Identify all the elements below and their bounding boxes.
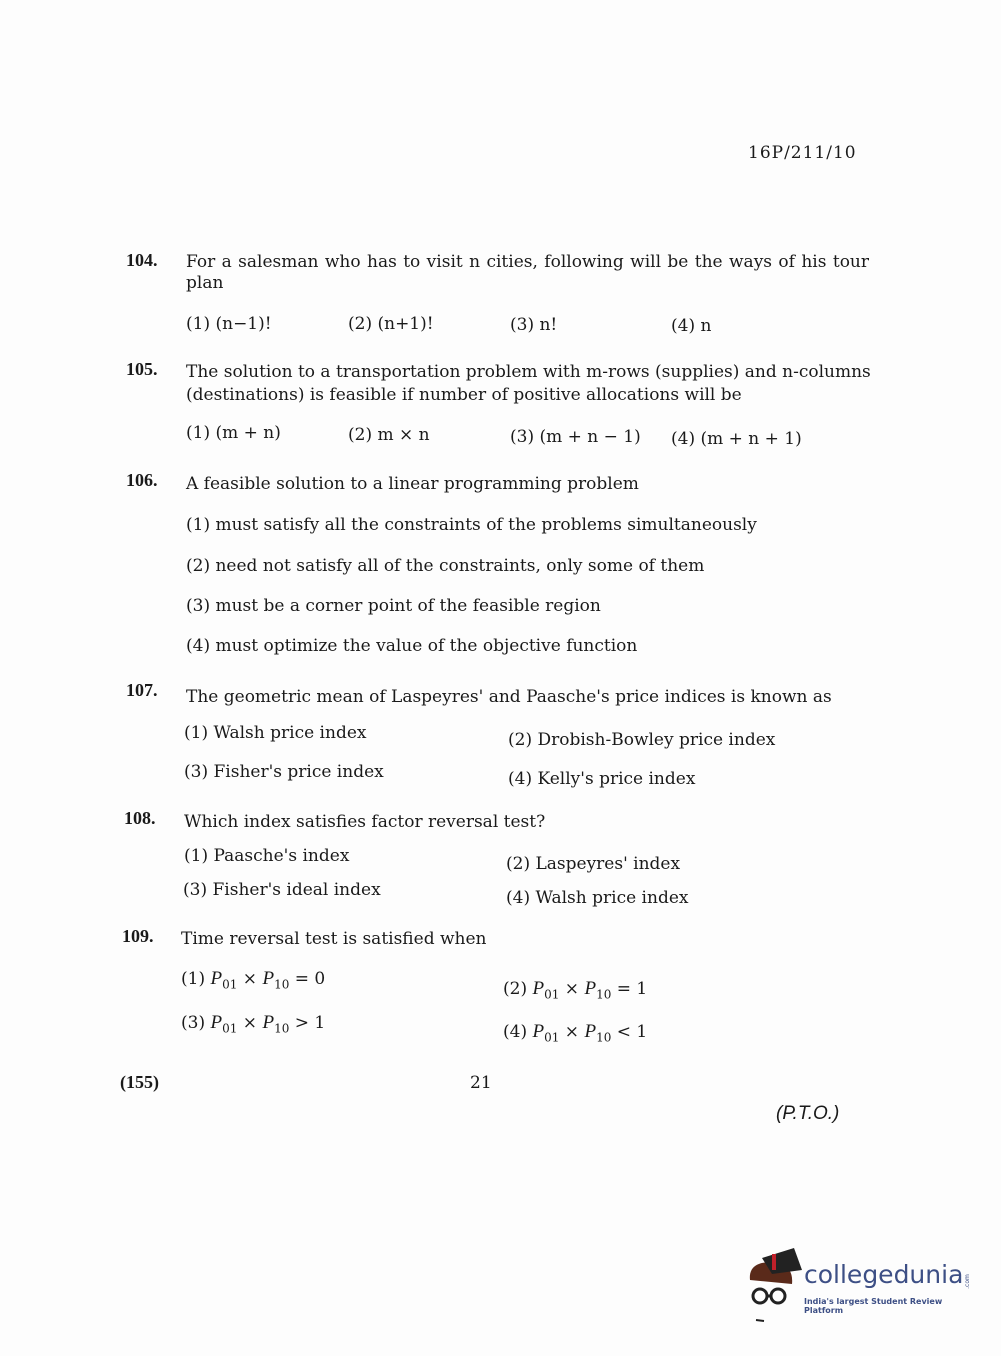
logo-tagline: India's largest Student Review Platform (804, 1297, 943, 1315)
question-text: plan (186, 273, 224, 293)
booklet-code: (155) (120, 1072, 159, 1092)
question-text: The solution to a transportation problem with m-rows (supplies) and n-columns (186, 362, 871, 382)
logo-domain: .com (963, 1274, 971, 1289)
option: (4) must optimize the value of the objective function (186, 636, 638, 656)
option: (1) Walsh price index (184, 723, 367, 743)
option: (1) $P_{01} \times P_{10} = 0$ (181, 968, 326, 992)
logo-wordmark: collegedunia (804, 1260, 964, 1289)
option: (3) $P_{01} \times P_{10} > 1$ (181, 1012, 326, 1036)
option: (2) need not satisfy all of the constraints, only some of them (186, 556, 705, 576)
question-text: The geometric mean of Laspeyres' and Paasche's price indices is known as (186, 687, 832, 707)
question-number: 109. (122, 926, 154, 946)
paper-code: 16P/211/10 (748, 143, 857, 163)
option: (1) (m + n) (186, 423, 281, 443)
option: (4) Kelly's price index (508, 769, 696, 789)
page-number: 21 (470, 1073, 492, 1093)
question-text: Time reversal test is satisfied when (181, 929, 487, 949)
question-text: (destinations) is feasible if number of positive allocations will be (186, 385, 742, 405)
option: (3) must be a corner point of the feasible region (186, 596, 601, 616)
option: (2) (n+1)! (348, 314, 434, 334)
option: (4) n (671, 316, 712, 336)
option: (2) m × n (348, 425, 430, 445)
option: (2) Drobish-Bowley price index (508, 730, 776, 750)
question-number: 106. (126, 470, 158, 490)
option: (2) Laspeyres' index (506, 854, 681, 874)
mascot-icon (742, 1248, 804, 1324)
pto-note: (P.T.O.) (776, 1103, 840, 1124)
question-number: 107. (126, 680, 158, 700)
option: (3) Fisher's price index (184, 762, 384, 782)
option: (4) (m + n + 1) (671, 429, 802, 449)
option: (3) n! (510, 315, 558, 335)
option: (4) Walsh price index (506, 888, 689, 908)
option: (3) (m + n − 1) (510, 427, 641, 447)
option: (4) $P_{01} \times P_{10} < 1$ (503, 1021, 648, 1045)
option: (1) (n−1)! (186, 314, 272, 334)
question-text: For a salesman who has to visit n cities, following will be the ways of his tour (186, 252, 870, 272)
question-text: A feasible solution to a linear programming problem (186, 474, 639, 494)
option: (2) $P_{01} \times P_{10} = 1$ (503, 978, 648, 1002)
option: (3) Fisher's ideal index (183, 880, 381, 900)
question-number: 108. (124, 808, 156, 828)
question-text: Which index satisfies factor reversal test? (184, 812, 546, 832)
option: (1) must satisfy all the constraints of the problems simultaneously (186, 515, 757, 535)
question-number: 105. (126, 359, 158, 379)
question-number: 104. (126, 250, 158, 270)
option: (1) Paasche's index (184, 846, 350, 866)
collegedunia-logo (742, 1248, 972, 1328)
